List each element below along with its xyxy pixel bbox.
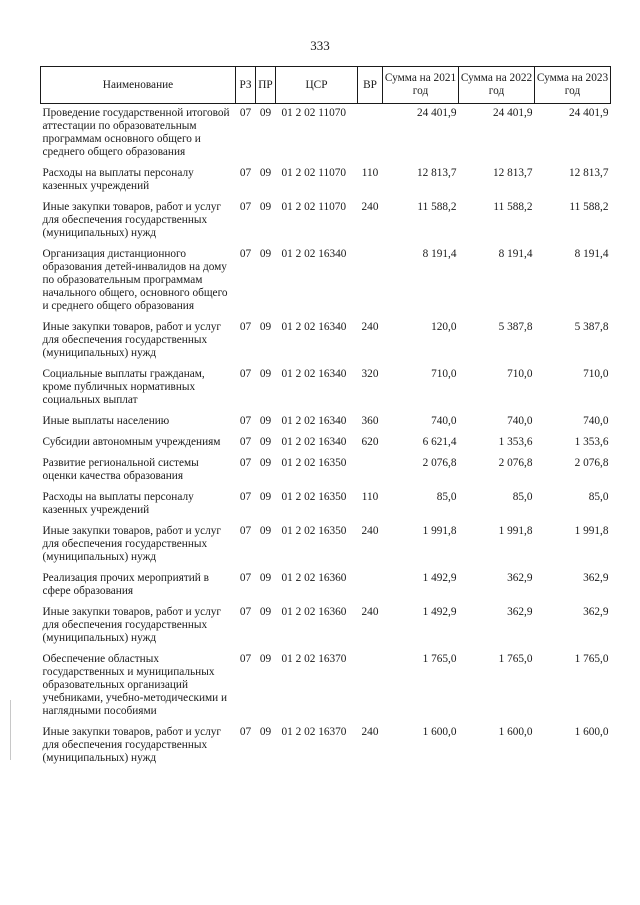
row-name: Расходы на выплаты персоналу казенных учреждений: [42, 167, 194, 192]
row-pr: 09: [259, 457, 272, 469]
header-sum-2023: Сумма на 2023 год: [535, 67, 611, 104]
row-csr: 01 2 02 16340: [281, 436, 347, 448]
row-rz: 07: [239, 726, 252, 738]
row-name: Расходы на выплаты персоналу казенных учреждений: [42, 491, 194, 516]
row-sum-2021: 85,0: [436, 491, 457, 503]
row-sum-2021: 740,0: [431, 415, 457, 427]
row-csr: 01 2 02 16340: [281, 415, 347, 427]
row-rz: 07: [239, 572, 252, 584]
row-vr: 240: [361, 726, 379, 738]
table-row: [41, 318, 611, 365]
table-header-row: [41, 67, 611, 104]
row-csr: 01 2 02 16370: [281, 726, 347, 738]
row-sum-2023: 740,0: [583, 415, 609, 427]
row-pr: 09: [259, 436, 272, 448]
header-csr: ЦСР: [276, 67, 358, 104]
row-csr: 01 2 02 11070: [281, 167, 347, 179]
row-name: Иные закупки товаров, работ и услуг для обеспечения государственных (муниципальных) нужд: [42, 525, 222, 563]
table-row: [41, 104, 611, 165]
row-sum-2022: 1 765,0: [498, 653, 533, 665]
row-sum-2021: 710,0: [431, 368, 457, 380]
row-sum-2023: 1 991,8: [574, 525, 609, 537]
header-sum-2022: Сумма на 2022 год: [459, 67, 535, 104]
row-vr: 240: [361, 525, 379, 537]
row-vr: 240: [361, 321, 379, 333]
row-sum-2022: 85,0: [512, 491, 533, 503]
row-rz: 07: [239, 201, 252, 213]
row-pr: 09: [259, 248, 272, 260]
row-pr: 09: [259, 525, 272, 537]
table-row: [41, 569, 611, 603]
row-name: Обеспечение областных государственных и муниципальных образовательных организаций учебниками, учебно-методическими и наглядными пособиями: [42, 653, 228, 717]
row-name: Социальные выплаты гражданам, кроме публичных нормативных социальных выплат: [42, 368, 205, 406]
row-rz: 07: [239, 525, 252, 537]
row-pr: 09: [259, 572, 272, 584]
row-sum-2023: 1 765,0: [574, 653, 609, 665]
row-sum-2023: 11 588,2: [569, 201, 609, 213]
row-vr: 620: [361, 436, 379, 448]
row-pr: 09: [259, 167, 272, 179]
row-sum-2021: 6 621,4: [422, 436, 457, 448]
row-pr: 09: [259, 653, 272, 665]
table-row: [41, 245, 611, 318]
table-row: [41, 365, 611, 412]
row-vr: 240: [361, 201, 379, 213]
row-csr: 01 2 02 16350: [281, 457, 347, 469]
row-pr: 09: [259, 368, 272, 380]
row-vr: 360: [361, 415, 379, 427]
table-row: [41, 723, 611, 770]
row-sum-2022: 8 191,4: [498, 248, 533, 260]
row-sum-2023: 12 813,7: [568, 167, 609, 179]
table-row: [41, 412, 611, 433]
row-sum-2022: 24 401,9: [492, 107, 533, 119]
row-name: Иные закупки товаров, работ и услуг для обеспечения государственных (муниципальных) нужд: [42, 606, 222, 644]
row-sum-2022: 362,9: [507, 572, 533, 584]
row-vr: [358, 245, 383, 318]
row-sum-2023: 710,0: [583, 368, 609, 380]
row-vr: 110: [361, 491, 379, 503]
row-sum-2023: 8 191,4: [574, 248, 609, 260]
header-sum-2021: Сумма на 2021 год: [383, 67, 459, 104]
page-number: 333: [310, 38, 330, 53]
row-pr: 09: [259, 606, 272, 618]
table-row: [41, 454, 611, 488]
row-vr: [358, 454, 383, 488]
row-sum-2021: 1 765,0: [422, 653, 457, 665]
row-rz: 07: [239, 436, 252, 448]
row-rz: 07: [239, 167, 252, 179]
row-vr: [358, 569, 383, 603]
row-rz: 07: [239, 457, 252, 469]
row-sum-2023: 362,9: [583, 572, 609, 584]
table-row: [41, 198, 611, 245]
row-pr: 09: [259, 726, 272, 738]
table-row: [41, 164, 611, 198]
table-row: [41, 433, 611, 454]
row-name: Иные выплаты населению: [42, 415, 170, 427]
row-pr: 09: [259, 107, 272, 119]
row-csr: 01 2 02 16360: [281, 606, 347, 618]
row-vr: 240: [361, 606, 379, 618]
table-row: [41, 488, 611, 522]
row-vr: 110: [361, 167, 379, 179]
row-sum-2022: 710,0: [507, 368, 533, 380]
row-sum-2023: 362,9: [583, 606, 609, 618]
header-pr: ПР: [256, 67, 276, 104]
table-row: [41, 603, 611, 650]
row-name: Проведение государственной итоговой аттестации по образовательным программам основного общего и среднего общего образования: [42, 107, 230, 158]
row-name: Реализация прочих мероприятий в сфере образования: [42, 572, 210, 597]
row-sum-2022: 12 813,7: [492, 167, 533, 179]
row-csr: 01 2 02 11070: [281, 201, 347, 213]
row-sum-2023: 85,0: [588, 491, 609, 503]
row-rz: 07: [239, 368, 252, 380]
row-sum-2022: 1 600,0: [498, 726, 533, 738]
row-name: Иные закупки товаров, работ и услуг для обеспечения государственных (муниципальных) нужд: [42, 321, 222, 359]
row-name: Иные закупки товаров, работ и услуг для обеспечения государственных (муниципальных) нужд: [42, 726, 222, 764]
table-row: [41, 650, 611, 723]
row-sum-2023: 1 353,6: [574, 436, 609, 448]
row-name: Субсидии автономным учреждениям: [42, 436, 221, 448]
row-name: Развитие региональной системы оценки качества образования: [42, 457, 199, 482]
row-rz: 07: [239, 491, 252, 503]
scan-margin-mark: [10, 700, 11, 760]
row-rz: 07: [239, 107, 252, 119]
row-csr: 01 2 02 16370: [281, 653, 347, 665]
row-pr: 09: [259, 321, 272, 333]
row-name: Иные закупки товаров, работ и услуг для обеспечения государственных (муниципальных) нужд: [42, 201, 222, 239]
row-sum-2021: 2 076,8: [422, 457, 457, 469]
row-sum-2022: 1 353,6: [498, 436, 533, 448]
row-csr: 01 2 02 16350: [281, 491, 347, 503]
row-csr: 01 2 02 16340: [281, 321, 347, 333]
header-name: Наименование: [41, 67, 236, 104]
row-sum-2023: 24 401,9: [568, 107, 609, 119]
row-csr: 01 2 02 11070: [281, 107, 347, 119]
row-sum-2021: 1 991,8: [422, 525, 457, 537]
row-sum-2021: 1 600,0: [422, 726, 457, 738]
row-name: Организация дистанционного образования детей-инвалидов на дому по образовательным программам начального общего, основного общего и среднего общего образования: [42, 248, 228, 312]
table-row: [41, 522, 611, 569]
row-sum-2021: 11 588,2: [417, 201, 457, 213]
row-vr: [358, 104, 383, 165]
row-sum-2022: 11 588,2: [493, 201, 533, 213]
row-csr: 01 2 02 16340: [281, 248, 347, 260]
row-sum-2023: 5 387,8: [574, 321, 609, 333]
row-sum-2022: 1 991,8: [498, 525, 533, 537]
row-sum-2021: 24 401,9: [416, 107, 457, 119]
row-sum-2021: 1 492,9: [422, 606, 457, 618]
row-sum-2021: 8 191,4: [422, 248, 457, 260]
row-vr: [358, 650, 383, 723]
row-rz: 07: [239, 653, 252, 665]
row-sum-2021: 120,0: [431, 321, 457, 333]
row-csr: 01 2 02 16340: [281, 368, 347, 380]
row-rz: 07: [239, 606, 252, 618]
header-vr: ВР: [358, 67, 383, 104]
table-body: [41, 104, 611, 771]
row-pr: 09: [259, 491, 272, 503]
row-sum-2023: 2 076,8: [574, 457, 609, 469]
row-csr: 01 2 02 16350: [281, 525, 347, 537]
row-sum-2021: 12 813,7: [416, 167, 457, 179]
row-sum-2021: 1 492,9: [422, 572, 457, 584]
budget-table: [40, 66, 611, 770]
row-vr: 320: [361, 368, 379, 380]
row-sum-2022: 740,0: [507, 415, 533, 427]
row-sum-2023: 1 600,0: [574, 726, 609, 738]
row-pr: 09: [259, 415, 272, 427]
row-sum-2022: 362,9: [507, 606, 533, 618]
row-rz: 07: [239, 415, 252, 427]
row-rz: 07: [239, 321, 252, 333]
row-pr: 09: [259, 201, 272, 213]
row-sum-2022: 5 387,8: [498, 321, 533, 333]
row-csr: 01 2 02 16360: [281, 572, 347, 584]
row-sum-2022: 2 076,8: [498, 457, 533, 469]
header-rz: РЗ: [236, 67, 256, 104]
row-rz: 07: [239, 248, 252, 260]
